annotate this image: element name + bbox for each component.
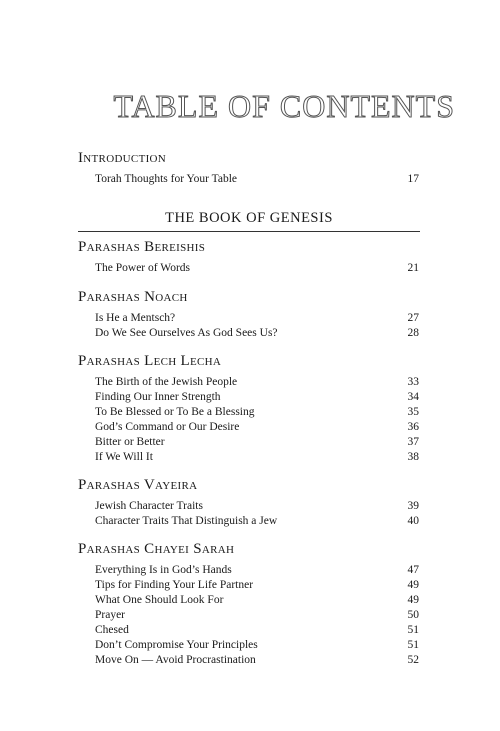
entry-title: Jewish Character Traits <box>95 500 203 512</box>
entry-page-number: 28 <box>407 327 419 339</box>
toc-entry[interactable] <box>95 578 419 593</box>
entry-page-number: 36 <box>407 421 419 433</box>
entry-title: Everything Is in God’s Hands <box>95 564 232 576</box>
entry-title: To Be Blessed or To Be a Blessing <box>95 406 255 418</box>
entry-page-number: 38 <box>407 451 419 463</box>
entry-page-number: 21 <box>407 262 419 274</box>
section-heading-bereishis: Parashas Bereishis <box>78 239 206 255</box>
toc-entry[interactable] <box>95 172 419 187</box>
section-heading-lech-lecha: Parashas Lech Lecha <box>78 353 222 369</box>
entry-title: Finding Our Inner Strength <box>95 391 221 403</box>
entry-page-number: 51 <box>407 639 419 651</box>
entry-page-number: 33 <box>407 376 419 388</box>
toc-entry[interactable] <box>95 514 419 529</box>
page-title: TABLE OF CONTENTS <box>113 88 455 124</box>
entry-title: Is He a Mentsch? <box>95 312 176 324</box>
entry-title: The Power of Words <box>95 262 190 274</box>
toc-entry[interactable] <box>95 420 419 435</box>
toc-entry[interactable] <box>95 311 419 326</box>
section-heading-chayei-sarah: Parashas Chayei Sarah <box>78 541 235 557</box>
divider <box>78 231 420 232</box>
entry-title: Torah Thoughts for Your Table <box>95 173 238 185</box>
section-heading-vayeira: Parashas Vayeira <box>78 477 198 493</box>
entry-page-number: 47 <box>407 564 419 576</box>
entry-title: What One Should Look For <box>95 594 224 606</box>
entry-title: Tips for Finding Your Life Partner <box>95 579 254 591</box>
entry-title: If We Will It <box>95 451 153 463</box>
entry-title: Bitter or Better <box>95 436 165 448</box>
entry-title: Don’t Compromise Your Principles <box>95 639 258 651</box>
toc-entry[interactable] <box>95 499 419 514</box>
entry-title: Prayer <box>95 609 126 621</box>
entry-page-number: 49 <box>407 579 419 591</box>
toc-entry[interactable] <box>95 638 419 653</box>
entry-page-number: 40 <box>407 515 419 527</box>
entry-page-number: 27 <box>407 312 419 324</box>
toc-entry[interactable] <box>95 608 419 623</box>
toc-entry[interactable] <box>95 450 419 465</box>
toc-entry[interactable] <box>95 563 419 578</box>
toc-entry[interactable] <box>95 435 419 450</box>
book-heading: THE BOOK OF GENESIS <box>165 210 333 226</box>
entry-page-number: 52 <box>407 654 419 666</box>
toc-entry[interactable] <box>95 326 419 341</box>
toc-entry[interactable] <box>95 623 419 638</box>
section-heading-introduction: Introduction <box>78 150 167 166</box>
entry-page-number: 17 <box>407 173 419 185</box>
entry-page-number: 37 <box>407 436 419 448</box>
entry-page-number: 35 <box>407 406 419 418</box>
toc-entry[interactable] <box>95 405 419 420</box>
entry-title: Character Traits That Distinguish a Jew <box>95 515 278 527</box>
toc-entry[interactable] <box>95 375 419 390</box>
entry-title: Do We See Ourselves As God Sees Us? <box>95 327 278 339</box>
toc-entry[interactable] <box>95 653 419 668</box>
toc-entry[interactable] <box>95 261 419 276</box>
entry-page-number: 39 <box>407 500 419 512</box>
toc-entry[interactable] <box>95 390 419 405</box>
entry-page-number: 34 <box>407 391 419 403</box>
section-heading-noach: Parashas Noach <box>78 289 188 305</box>
entry-page-number: 50 <box>407 609 419 621</box>
toc-entry[interactable] <box>95 593 419 608</box>
entry-page-number: 51 <box>407 624 419 636</box>
entry-title: God’s Command or Our Desire <box>95 421 240 433</box>
entry-page-number: 49 <box>407 594 419 606</box>
entry-title: The Birth of the Jewish People <box>95 376 238 388</box>
entry-title: Chesed <box>95 624 129 636</box>
entry-title: Move On — Avoid Procrastination <box>95 654 256 666</box>
